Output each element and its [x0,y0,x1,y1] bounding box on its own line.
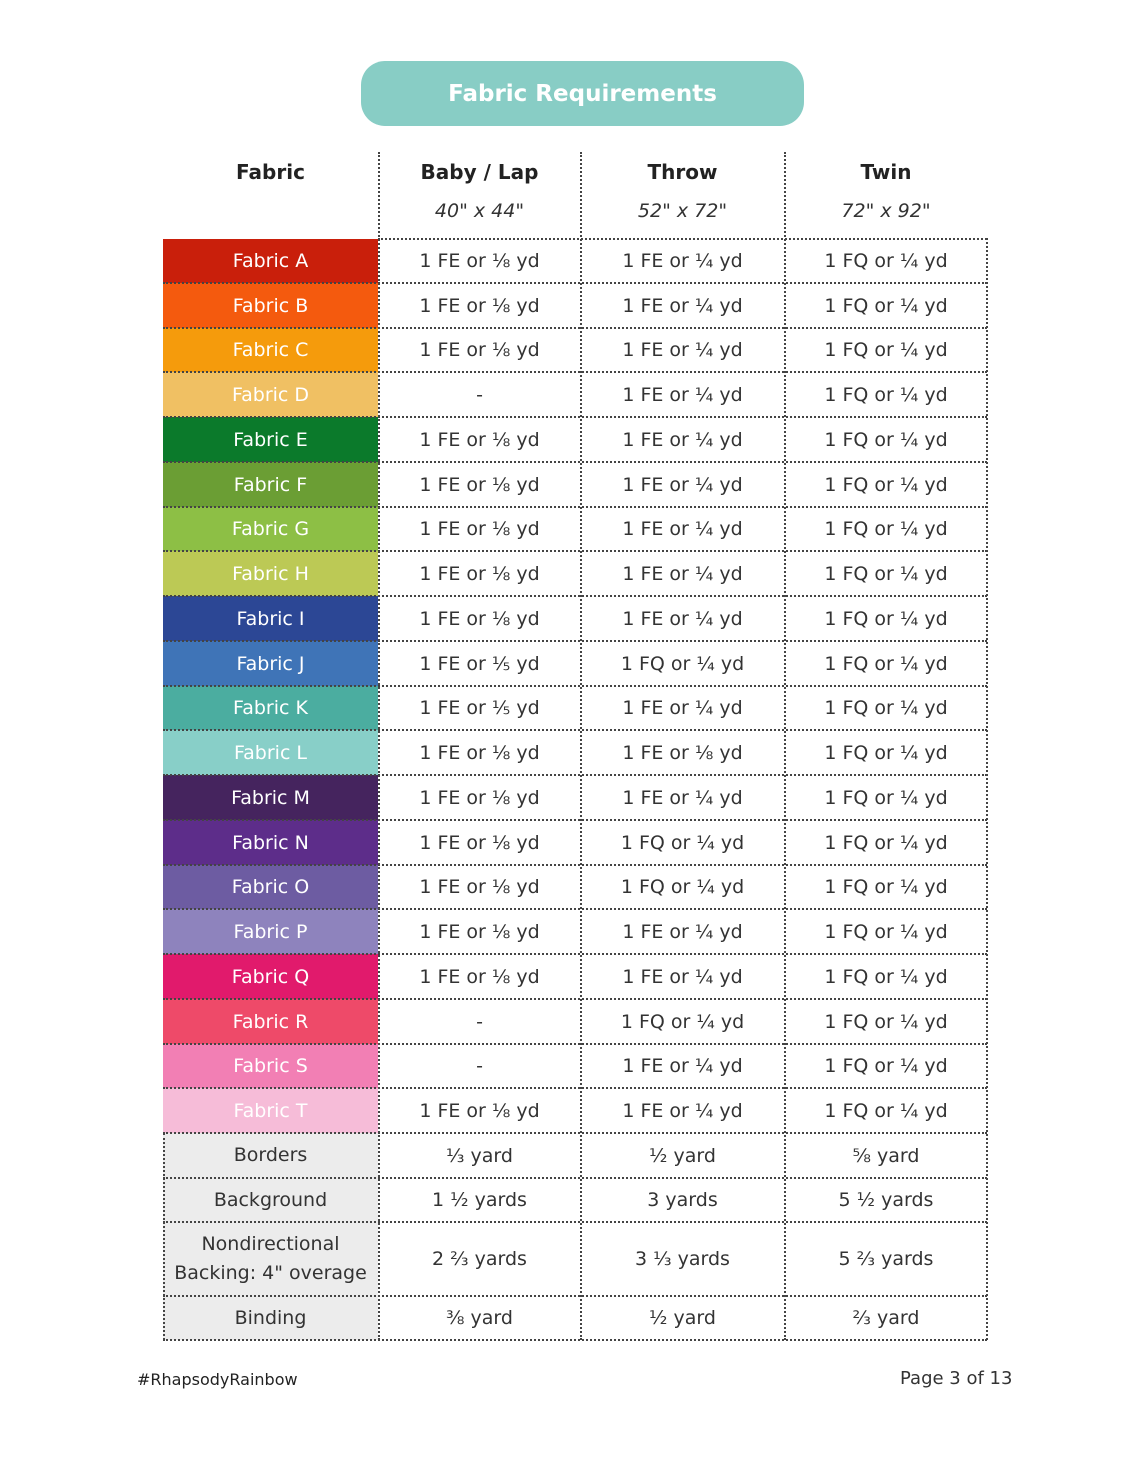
value-throw: 1 FQ or ¼ yd [620,831,745,854]
value-throw: 1 FE or ⅛ yd [622,741,743,764]
value-cell [785,462,987,507]
row-label: Fabric R [232,1010,309,1033]
value-twin: 1 FQ or ¼ yd [824,876,948,898]
row-label: Fabric O [231,876,310,898]
value-cell [785,1222,987,1296]
value-twin: 1 FQ or ¼ yd [824,294,948,317]
row-label-cell [163,1222,378,1296]
table-row [163,507,987,551]
value-throw: 1 FE or ¼ yd [622,250,743,272]
value-cell [379,641,580,686]
value-throw: 1 FE or ¼ yd [622,1055,743,1077]
value-baby-lap: 1 FE or ⅛ yd [419,562,540,585]
value-cell [379,283,580,328]
table-row [163,596,987,641]
value-throw: 1 FE or ¼ yd [622,920,743,943]
grid-line-horizontal [163,371,987,373]
value-twin: 1 FQ or ¼ yd [824,965,948,988]
value-cell [379,999,580,1044]
value-cell [581,1088,784,1133]
value-cell [785,551,987,596]
value-throw: 1 FQ or ¼ yd [620,1010,745,1033]
value-cell [379,686,580,730]
value-cell [379,1044,580,1088]
row-label: Fabric E [233,428,308,451]
header-baby-lap [379,152,580,238]
value-baby-lap: 1 FE or ⅛ yd [419,428,540,451]
row-label-cell [163,239,378,283]
value-throw: 3 yards [647,1189,718,1211]
value-throw: ½ yard [649,1144,716,1167]
row-label-cell [163,865,378,909]
row-label: Fabric B [232,294,309,317]
value-twin: ⅔ yard [852,1307,920,1329]
value-cell [581,1178,784,1222]
grid-line-horizontal [163,685,987,687]
row-label: Fabric S [233,1055,308,1077]
header-baby-lap-label: Baby / Lap [420,160,539,184]
header-twin-dims: 72" x 92" [841,200,931,222]
value-cell [581,730,784,775]
table-row [163,909,987,954]
grid-line-horizontal [163,640,987,642]
table-row [163,641,987,686]
value-throw: ½ yard [649,1307,716,1329]
value-cell [581,865,784,909]
header-fabric-label: Fabric [236,160,305,184]
row-label-cell [163,328,378,372]
row-label-cell [163,909,378,954]
value-cell [581,775,784,820]
value-cell [785,820,987,865]
value-twin: 1 FQ or ¼ yd [824,652,948,675]
grid-line-horizontal [163,1087,987,1089]
value-baby-lap: 2 ⅔ yards [432,1248,527,1270]
table-row [163,820,987,865]
value-cell [379,865,580,909]
value-cell [785,507,987,551]
table-row [163,283,987,328]
value-throw: 1 FE or ¼ yd [622,786,743,809]
value-cell [379,730,580,775]
value-throw: 1 FE or ¼ yd [622,697,743,719]
value-throw: 1 FE or ¼ yd [622,428,743,451]
value-cell [785,417,987,462]
value-baby-lap: 1 FE or ⅛ yd [419,831,540,854]
table-row [163,1133,987,1178]
row-label: Fabric K [233,697,308,719]
row-label: Fabric L [233,741,308,764]
table-row [163,1044,987,1088]
table-row [163,462,987,507]
row-label-cell [163,1296,378,1340]
row-label-cell [163,1044,378,1088]
value-throw: 1 FQ or ¼ yd [620,876,745,898]
value-cell [379,820,580,865]
value-twin: 1 FQ or ¼ yd [824,339,948,361]
value-cell [785,730,987,775]
grid-line-horizontal [163,908,987,910]
value-twin: 1 FQ or ¼ yd [824,428,948,451]
value-baby-lap: 1 FE or ⅕ yd [419,697,540,719]
value-cell [379,1088,580,1133]
value-cell [379,372,580,417]
value-twin: 1 FQ or ¼ yd [824,607,948,630]
row-label-cell [163,641,378,686]
row-label: Background [213,1188,328,1211]
value-twin: 1 FQ or ¼ yd [824,741,948,764]
row-label: Fabric M [231,786,310,809]
row-label-cell [163,596,378,641]
row-label: Fabric A [232,250,309,272]
value-throw: 1 FE or ¼ yd [622,294,743,317]
value-cell [785,1133,987,1178]
value-twin: 5 ⅔ yards [838,1248,934,1270]
value-cell [379,1133,580,1178]
header-twin [785,152,987,238]
value-baby-lap: 1 FE or ⅛ yd [419,965,540,988]
value-throw: 1 FE or ¼ yd [622,1099,743,1122]
grid-line-vertical [163,1133,165,1340]
grid-line-horizontal [163,282,987,284]
grid-line-horizontal [163,774,987,776]
row-label: Nondirectional Backing: 4" overage [174,1233,367,1284]
row-label: Fabric I [236,607,305,630]
page-title [361,61,804,126]
row-label-cell [163,775,378,820]
value-twin: 1 FQ or ¼ yd [824,250,948,272]
value-cell [379,507,580,551]
grid-line-horizontal [163,1132,987,1134]
value-cell [785,1088,987,1133]
value-baby-lap: 1 FE or ⅛ yd [419,250,540,272]
table-row [163,730,987,775]
row-label: Fabric N [232,831,309,854]
value-twin: 1 FQ or ¼ yd [824,920,948,943]
value-twin: 1 FQ or ¼ yd [824,831,948,854]
value-cell [581,462,784,507]
value-cell [581,1133,784,1178]
value-cell [785,999,987,1044]
value-cell [785,239,987,283]
value-baby-lap: 1 FE or ⅛ yd [419,786,540,809]
footer-page-number: Page 3 of 13 [900,1368,1013,1389]
value-throw: 1 FE or ¼ yd [622,965,743,988]
value-cell [379,954,580,999]
value-baby-lap: - [476,1055,483,1077]
table-row [163,1296,987,1340]
value-throw: 1 FE or ¼ yd [622,562,743,585]
header-fabric [163,152,378,238]
value-baby-lap: ⅓ yard [446,1144,513,1167]
grid-line-horizontal [163,327,987,329]
grid-line-horizontal [163,506,987,508]
table-row [163,686,987,730]
row-label-cell [163,462,378,507]
value-throw: 1 FE or ¼ yd [622,607,743,630]
table-row [163,372,987,417]
table-row [163,328,987,372]
header-baby-lap-dims: 40" x 44" [434,200,525,222]
row-label-cell [163,820,378,865]
grid-line-horizontal [163,1043,987,1045]
header-throw-dims: 52" x 72" [637,200,728,222]
value-cell [785,686,987,730]
row-label-cell [163,686,378,730]
value-cell [581,954,784,999]
value-twin: 1 FQ or ¼ yd [824,786,948,809]
page-title-text: Fabric Requirements [448,80,717,107]
row-label-cell [163,999,378,1044]
value-cell [581,372,784,417]
value-cell [379,551,580,596]
table-row [163,775,987,820]
value-cell [379,1222,580,1296]
table-row [163,551,987,596]
value-cell [581,686,784,730]
value-cell [581,641,784,686]
value-baby-lap: 1 FE or ⅛ yd [419,920,540,943]
row-label: Binding [234,1306,307,1329]
value-twin: 1 FQ or ¼ yd [824,697,948,719]
grid-line-horizontal [163,864,987,866]
value-baby-lap: 1 FE or ⅛ yd [419,294,540,317]
value-twin: 5 ½ yards [838,1189,934,1211]
value-baby-lap: 1 FE or ⅛ yd [419,518,540,540]
grid-line-horizontal [163,416,987,418]
value-cell [581,820,784,865]
grid-line-vertical [378,152,380,1340]
value-twin: 1 FQ or ¼ yd [824,473,948,496]
value-baby-lap: 1 FE or ⅛ yd [419,876,540,898]
value-baby-lap: - [476,1010,483,1033]
table-row [163,954,987,999]
table-row [163,999,987,1044]
value-cell [379,1296,580,1340]
value-cell [581,239,784,283]
row-label-cell [163,417,378,462]
value-cell [581,1222,784,1296]
value-cell [581,507,784,551]
grid-line-horizontal [163,729,987,731]
row-label: Fabric Q [231,965,310,988]
value-throw: 1 FE or ¼ yd [622,473,743,496]
header-twin-label: Twin [860,160,912,184]
value-baby-lap: 1 FE or ⅛ yd [419,741,540,764]
value-cell [581,909,784,954]
grid-line-horizontal [163,1295,987,1297]
value-throw: 1 FE or ¼ yd [622,339,743,361]
value-twin: 1 FQ or ¼ yd [824,383,948,406]
value-cell [785,596,987,641]
grid-line-horizontal [163,953,987,955]
grid-line-horizontal [163,550,987,552]
value-cell [379,596,580,641]
row-label: Fabric P [233,920,308,943]
value-cell [581,283,784,328]
value-baby-lap: 1 FE or ⅛ yd [419,1099,540,1122]
table-row [163,417,987,462]
grid-line-horizontal [163,595,987,597]
grid-line-horizontal [163,1177,987,1179]
value-cell [581,551,784,596]
value-throw: 1 FQ or ¼ yd [620,652,745,675]
value-cell [785,328,987,372]
value-throw: 3 ⅓ yards [635,1248,730,1270]
value-cell [785,909,987,954]
row-label: Borders [233,1144,308,1166]
row-label-cell [163,1133,378,1178]
table-row [163,1222,987,1296]
value-cell [379,417,580,462]
grid-line-horizontal [163,819,987,821]
row-label: Fabric T [233,1099,308,1122]
value-cell [581,417,784,462]
value-cell [785,1178,987,1222]
row-label: Fabric J [236,652,305,675]
value-throw: 1 FE or ¼ yd [622,383,743,406]
value-cell [785,283,987,328]
value-cell [581,1296,784,1340]
value-twin: 1 FQ or ¼ yd [824,1099,948,1122]
value-baby-lap: - [476,383,483,406]
row-label-cell [163,283,378,328]
value-cell [379,462,580,507]
footer-hashtag: #RhapsodyRainbow [137,1370,298,1389]
value-baby-lap: 1 FE or ⅛ yd [419,607,540,630]
row-label-cell [163,551,378,596]
row-label-cell [163,954,378,999]
table-row [163,239,987,283]
table-row [163,1178,987,1222]
table-row [163,865,987,909]
row-label: Fabric F [233,473,308,496]
value-twin: 1 FQ or ¼ yd [824,562,948,585]
row-label-cell [163,372,378,417]
value-cell [785,641,987,686]
value-cell [581,328,784,372]
grid-line-vertical [580,152,582,1340]
value-baby-lap: 1 FE or ⅕ yd [419,652,540,675]
value-cell [379,239,580,283]
value-baby-lap: ⅜ yard [446,1307,513,1329]
table-row [163,1088,987,1133]
header-throw [581,152,784,238]
value-baby-lap: 1 FE or ⅛ yd [419,473,540,496]
grid-line-vertical [784,152,786,1340]
value-twin: ⅝ yard [852,1144,920,1167]
value-twin: 1 FQ or ¼ yd [824,1055,948,1077]
value-cell [581,596,784,641]
value-throw: 1 FE or ¼ yd [622,518,743,540]
row-label-cell [163,1178,378,1222]
row-label-cell [163,507,378,551]
value-cell [379,328,580,372]
grid-line-vertical [986,238,988,1340]
value-cell [379,775,580,820]
value-twin: 1 FQ or ¼ yd [824,518,948,540]
grid-line-horizontal [378,238,987,240]
value-cell [785,1296,987,1340]
value-cell [785,865,987,909]
grid-line-horizontal [163,461,987,463]
value-cell [785,372,987,417]
value-cell [379,1178,580,1222]
grid-line-horizontal [163,1339,987,1341]
value-baby-lap: 1 FE or ⅛ yd [419,339,540,361]
grid-line-horizontal [163,1221,987,1223]
value-cell [581,1044,784,1088]
row-label: Fabric C [232,339,309,361]
value-baby-lap: 1 ½ yards [432,1189,527,1211]
value-cell [379,909,580,954]
value-cell [581,999,784,1044]
header-throw-label: Throw [647,160,718,184]
row-label-cell [163,730,378,775]
row-label: Fabric D [231,383,310,406]
row-label: Fabric H [232,562,309,585]
row-label-cell [163,1088,378,1133]
value-twin: 1 FQ or ¼ yd [824,1010,948,1033]
value-cell [785,775,987,820]
grid-line-horizontal [163,998,987,1000]
row-label: Fabric G [231,518,310,540]
value-cell [785,1044,987,1088]
value-cell [785,954,987,999]
